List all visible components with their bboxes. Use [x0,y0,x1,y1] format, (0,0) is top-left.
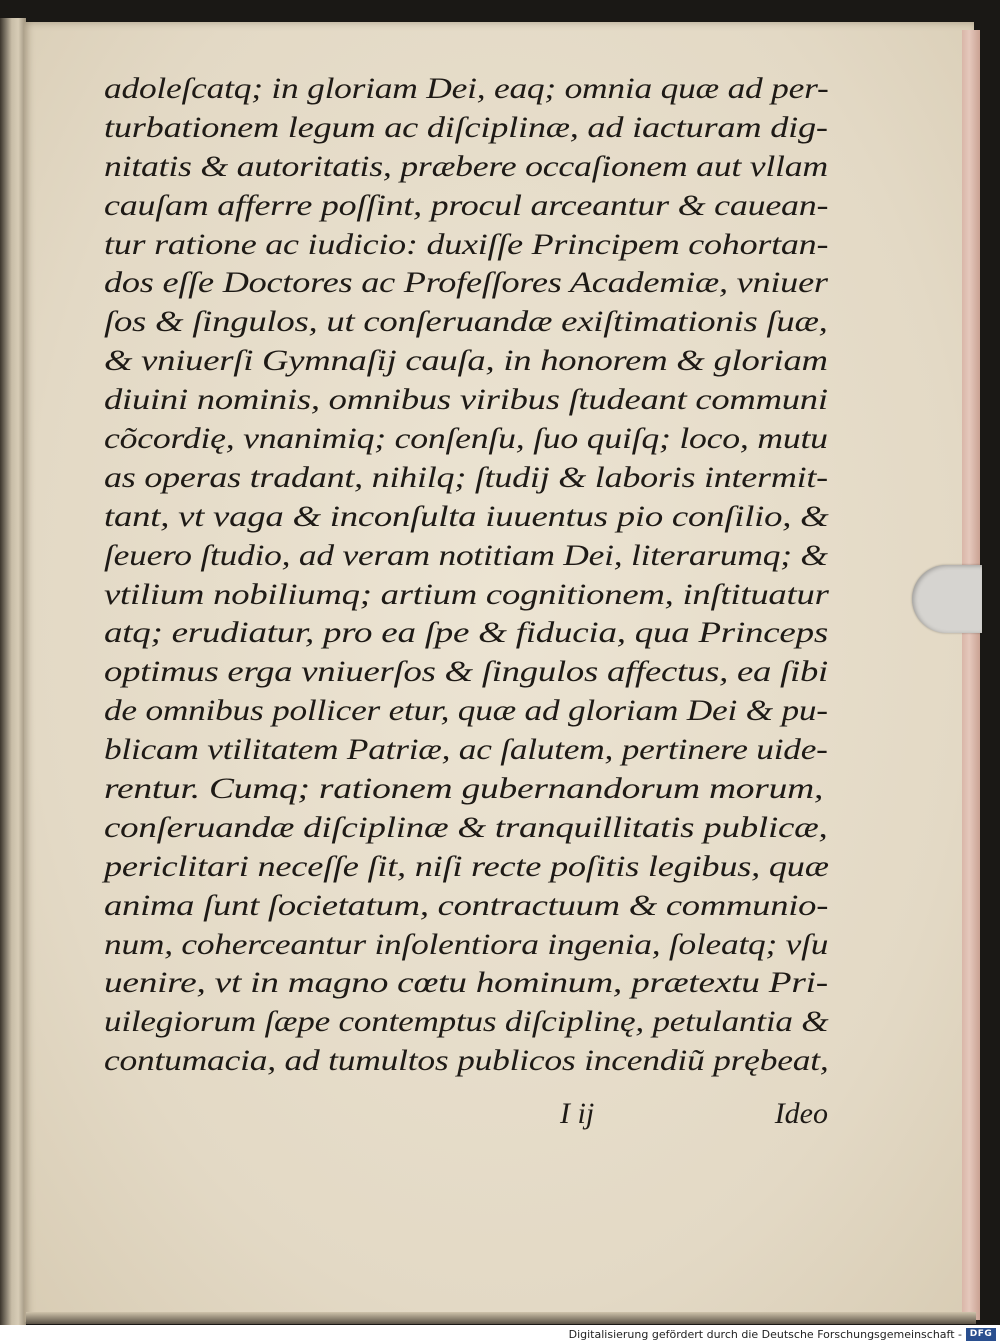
text-line: tant, vt vaga & inconſulta iuuentus pio conſilio, & [104,499,829,533]
funding-credit: Digitalisierung gefördert durch die Deutsche Forschungsgemeinschaft - [568,1328,962,1341]
page-footer-line [104,1095,828,1133]
text-line: as operas tradant, nihilq; ſtudij & laboris intermit- [104,460,828,494]
dfg-logo: DFG [966,1328,996,1341]
catchword: Ideo [774,1097,828,1130]
text-line: diuini nominis, omnibus viribus ſtudeant communi [104,383,828,417]
left-page-edge [0,18,26,1328]
text-line: ſos & ſingulos, ut conſeruandæ exiſtimationis ſuæ, [104,305,828,339]
text-line: rentur. Cumq; rationem gubernandorum morum, [104,772,824,806]
digitization-footer [0,1325,1000,1343]
text-line: cõcordię, vnanimiq; conſenſu, ſuo quiſq; loco, mutu [104,422,828,456]
text-line: blicam vtilitatem Patriæ, ac ſalutem, pertinere uide- [104,733,828,767]
text-line: anima ſunt ſocietatum, contractuum & communio- [104,888,829,922]
text-line: turbationem legum ac diſciplinæ, ad iacturam dig- [104,110,828,144]
signature-mark: I ij [560,1097,595,1130]
text-line: atq; erudiatur, pro ea ſpe & fiducia, qua Princeps [104,616,828,650]
text-line: optimus erga vniuerſos & ſingulos affectus, ea ſibi [104,655,828,689]
text-line: vtilium nobiliumq; artium cognitionem, inſtituatur [104,577,829,611]
page-bottom-edge [26,1312,976,1324]
text-line: tur ratione ac iudicio: duxiſſe Principem cohortan- [104,227,829,261]
text-line: uilegiorum ſæpe contemptus diſciplinę, petulantia & [104,1005,829,1039]
page-text [104,70,828,1081]
text-line: de omnibus pollicer etur, quæ ad gloriam Dei & pu- [104,694,828,728]
text-line: periclitari neceſſe ſit, niſi recte poſitis legibus, quæ [104,849,829,883]
text-line: nitatis & autoritatis, præbere occaſionem aut vllam [104,149,828,183]
text-line: conſeruandæ diſciplinæ & tranquillitatis publicæ, [104,810,828,844]
text-line: cauſam afferre poſſint, procul arceantur & cauean- [104,188,829,222]
text-line: contumacia, ad tumultos publicos incendiũ prębeat, [104,1044,829,1078]
text-line: ſeuero ſtudio, ad veram notitiam Dei, literarumq; & [104,538,828,572]
text-line: & vniuerſi Gymnaſij cauſa, in honorem & gloriam [104,344,828,378]
text-line: uenire, vt in magno cœtu hominum, prætextu Pri- [104,966,828,1000]
text-line: num, coherceantur inſolentiora ingenia, ſoleatq; vſu [104,927,829,961]
text-line: adoleſcatq; in gloriam Dei, eaq; omnia quæ ad per- [104,72,829,105]
text-line: dos eſſe Doctores ac Profeſſores Academiæ, vniuer [104,266,828,300]
